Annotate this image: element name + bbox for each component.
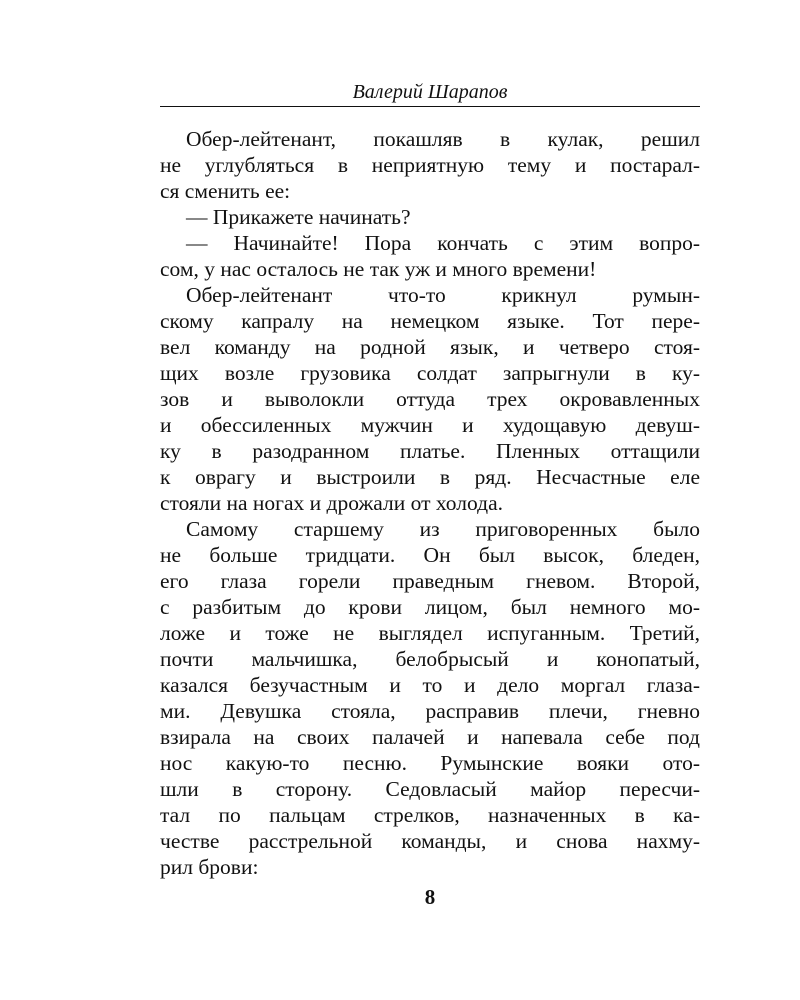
- text-line: не углубляться в неприятную тему и постарал-: [160, 153, 700, 177]
- text-line: Обер-лейтенант, покашляв в кулак, решил: [186, 127, 700, 151]
- text-line: сом, у нас осталось не так уж и много времени!: [160, 257, 597, 281]
- text-line: нос какую-то песню. Румынские вояки ото-: [160, 751, 700, 775]
- text-line: к оврагу и выстроили в ряд. Несчастные еле: [160, 465, 700, 489]
- text-line: щих возле грузовика солдат запрыгнули в ку-: [160, 361, 700, 385]
- text-line: скому капралу на немецком языке. Тот пере-: [160, 309, 700, 333]
- text-line: почти мальчишка, белобрысый и конопатый,: [160, 647, 700, 671]
- text-line: казался безучастным и то и дело моргал глаза-: [160, 673, 700, 697]
- page-number: 8: [424, 885, 436, 909]
- text-line: и обессиленных мужчин и худощавую девуш-: [160, 413, 700, 437]
- text-line: с разбитым до крови лицом, был немного мо-: [160, 595, 700, 619]
- header-rule: [160, 106, 700, 107]
- body-text: [160, 126, 700, 880]
- text-line: — Прикажете начинать?: [186, 205, 411, 229]
- text-line: тал по пальцам стрелков, назначенных в ка-: [160, 803, 700, 827]
- text-line: — Начинайте! Пора кончать с этим вопро-: [186, 231, 700, 255]
- text-line: ку в разодранном платье. Пленных оттащили: [160, 439, 700, 463]
- text-line: вел команду на родной язык, и четверо стоя-: [160, 335, 700, 359]
- text-line: рил брови:: [160, 855, 259, 879]
- text-line: не больше тридцати. Он был высок, бледен,: [160, 543, 700, 567]
- text-line: взирала на своих палачей и напевала себе под: [160, 725, 700, 749]
- text-line: честве расстрельной команды, и снова нахму-: [160, 829, 700, 853]
- running-header: Валерий Шарапов: [352, 81, 508, 103]
- text-line: ся сменить ее:: [160, 179, 291, 203]
- text-line: ложе и тоже не выглядел испуганным. Третий,: [160, 621, 700, 645]
- text-line: шли в сторону. Седовласый майор пересчи-: [160, 777, 700, 801]
- text-line: его глаза горели праведным гневом. Второй,: [160, 569, 700, 593]
- text-line: стояли на ногах и дрожали от холода.: [160, 491, 503, 515]
- text-line: ми. Девушка стояла, расправив плечи, гневно: [160, 699, 700, 723]
- text-line: зов и выволокли оттуда трех окровавленных: [160, 387, 700, 411]
- text-line: Обер-лейтенант что-то крикнул румын-: [186, 283, 700, 307]
- text-line: Самому старшему из приговоренных было: [186, 517, 700, 541]
